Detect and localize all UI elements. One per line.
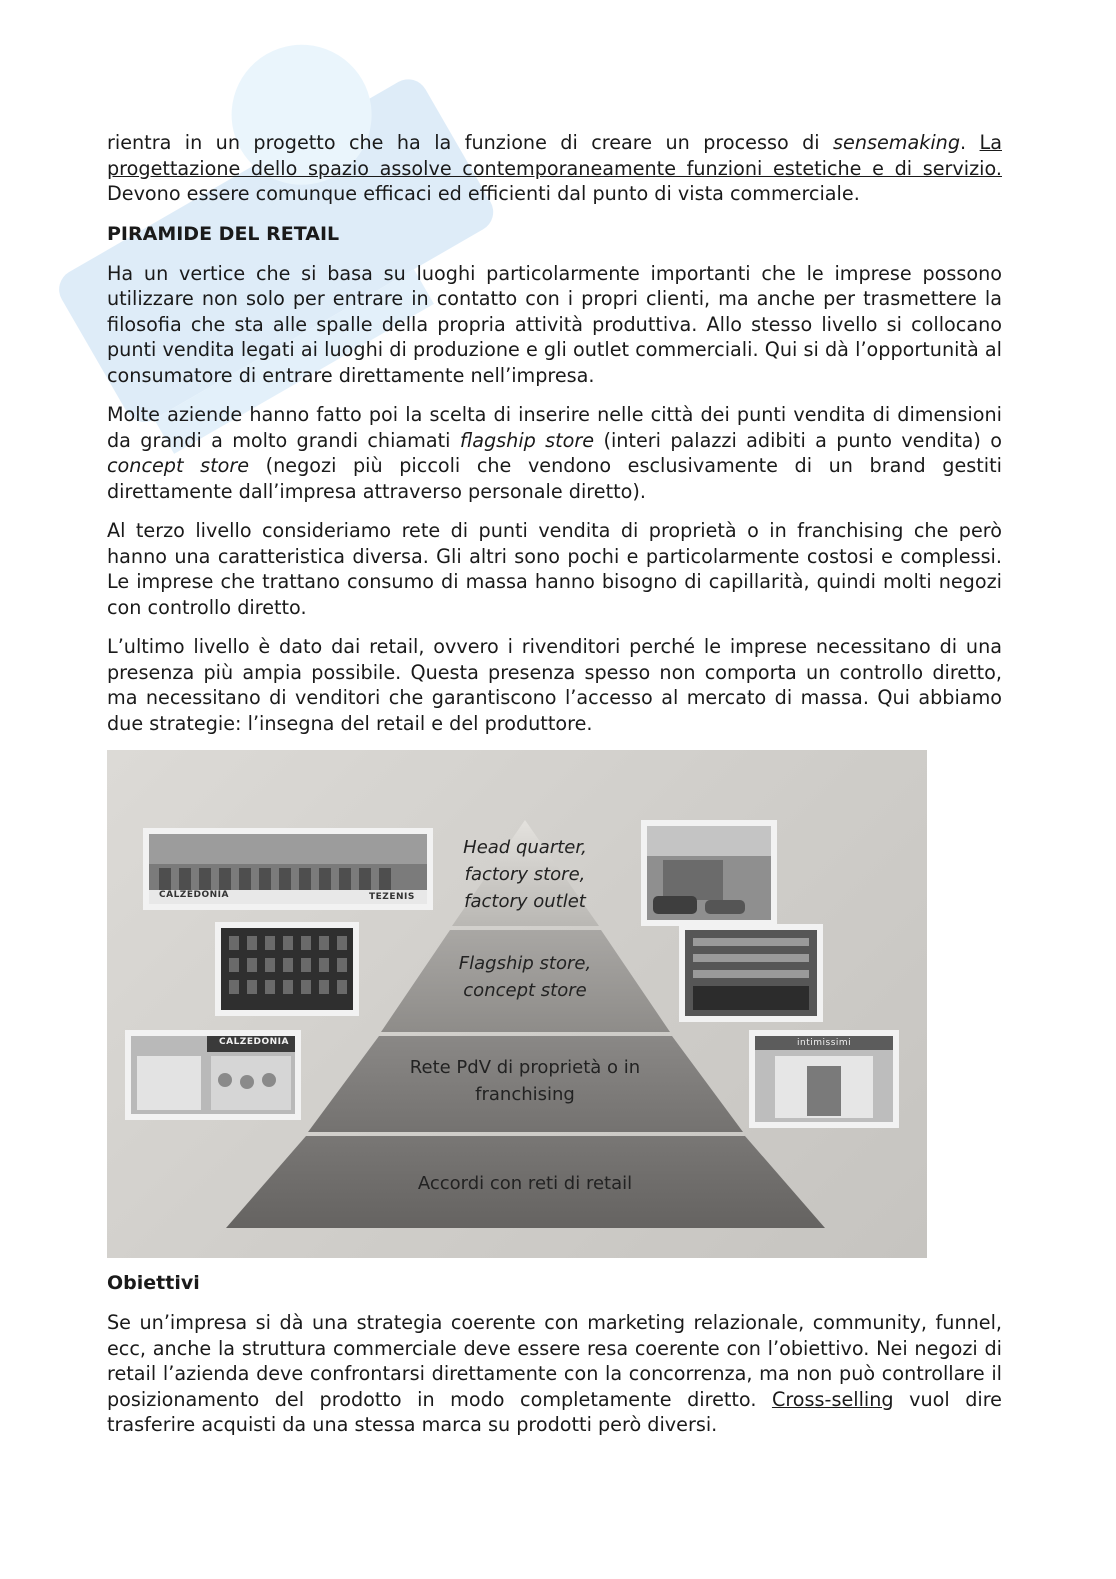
photo-flagship-right — [679, 924, 823, 1022]
text-run: . — [960, 131, 980, 154]
text-run: Molte aziende hanno fatto poi la scelta di inserire nelle città dei punti vendita di dimensioni da grandi a molto grandi chiamati — [107, 403, 1002, 452]
paragraph-intro — [107, 130, 1002, 207]
paragraph-vertice: Ha un vertice che si basa su luoghi particolarmente importanti che le imprese possono utilizzare non solo per entrare in contatto con i propri clienti, ma anche per trasmettere la filosofia che sta alle spalle della propria attività produttiva. Allo stesso livello si collocano punti vendita legati ai luoghi di produzione e gli outlet commerciali. Qui si dà l’opportunità al consumatore di entrare direttamente nell’impresa. — [107, 261, 1002, 387]
paragraph-flagship — [107, 402, 1002, 504]
tier-label-2 — [407, 950, 643, 1004]
photo-flagship-left — [215, 922, 359, 1016]
paragraph-ultimo-livello: L’ultimo livello è dato dai retail, ovvero i rivenditori perché le imprese necessitano di una presenza più ampia possibile. Questa presenza spesso non comporta un controllo diretto, ma necessitano di venditori che garantiscono l’accesso al mercato di massa. Qui abbiamo due strategie: l’insegna del retail e del produttore. — [107, 635, 1002, 735]
photo-factory-right — [641, 820, 777, 926]
photo-caption-calzedonia-store: CALZEDONIA — [219, 1037, 289, 1047]
tier-label-3 — [357, 1054, 693, 1108]
photo-caption-tezenis: TEZENIS — [369, 892, 415, 902]
heading-obiettivi: Obiettivi — [107, 1272, 200, 1294]
tier-label-line: concept store — [463, 980, 587, 1001]
heading-piramide: PIRAMIDE DEL RETAIL — [107, 222, 340, 245]
underlined-term: Cross-selling — [771, 1387, 894, 1411]
italic-term: flagship store — [459, 428, 595, 452]
paragraph-terzo-livello: Al terzo livello consideriamo rete di punti vendita di proprietà o in franchising che però hanno una caratteristica diversa. Gli altri sono pochi e particolarmente costosi e complessi. Le imprese che trattano consumo di massa hanno bisogno di capillarità, quindi molti negozi con controllo diretto. — [107, 519, 1002, 619]
tier-label-line: Accordi con reti di retail — [417, 1173, 633, 1194]
text-run: (negozi più piccoli che vendono esclusivamente di un brand gestiti direttamente dall’impresa attraverso personale diretto). — [107, 454, 1002, 503]
underlined-sentence: La progettazione dello spazio assolve contemporaneamente funzioni estetiche e di servizio. — [107, 131, 1002, 180]
italic-term: concept store — [107, 454, 250, 477]
text-run: Se un’impresa si dà una strategia coerente con marketing relazionale, community, funnel, ecc, anche la struttura commerciale deve essere resa coerente con l’obiettivo. Nei negozi di retail l’azienda deve confrontarsi direttamente con la concorrenza, ma non può controllare il posizionamento del prodotto in modo completamente diretto. — [107, 1311, 1002, 1411]
photo-caption-intimissimi: intimissimi — [797, 1038, 852, 1048]
italic-term: sensemaking — [833, 131, 961, 154]
photo-caption-calzedonia-hq: CALZEDONIA — [159, 890, 229, 900]
tier-label-line: factory outlet — [464, 891, 586, 912]
text-run: (interi palazzi adibiti a punto vendita) o — [594, 428, 1002, 452]
tier-label-1 — [425, 834, 625, 915]
tier-label-4 — [337, 1170, 713, 1197]
tier-label-line: Head quarter, — [463, 837, 587, 858]
tier-label-line: Flagship store, — [458, 953, 592, 974]
text-run: vuol dire trasferire acquisti da una stessa marca su prodotti però diversi. — [107, 1387, 1002, 1436]
tier-label-line: franchising — [475, 1084, 575, 1105]
text-run: Devono essere comunque efficaci ed efficienti dal punto di vista commerciale. — [107, 182, 860, 205]
text-run: rientra in un progetto che ha la funzione di creare un processo di — [107, 131, 834, 154]
tier-label-line: Rete PdV di proprietà o in — [409, 1057, 641, 1078]
document-page — [107, 130, 1002, 1452]
tier-label-line: factory store, — [464, 864, 586, 885]
pyramid-figure — [107, 750, 927, 1258]
paragraph-obiettivi — [107, 1310, 1002, 1438]
